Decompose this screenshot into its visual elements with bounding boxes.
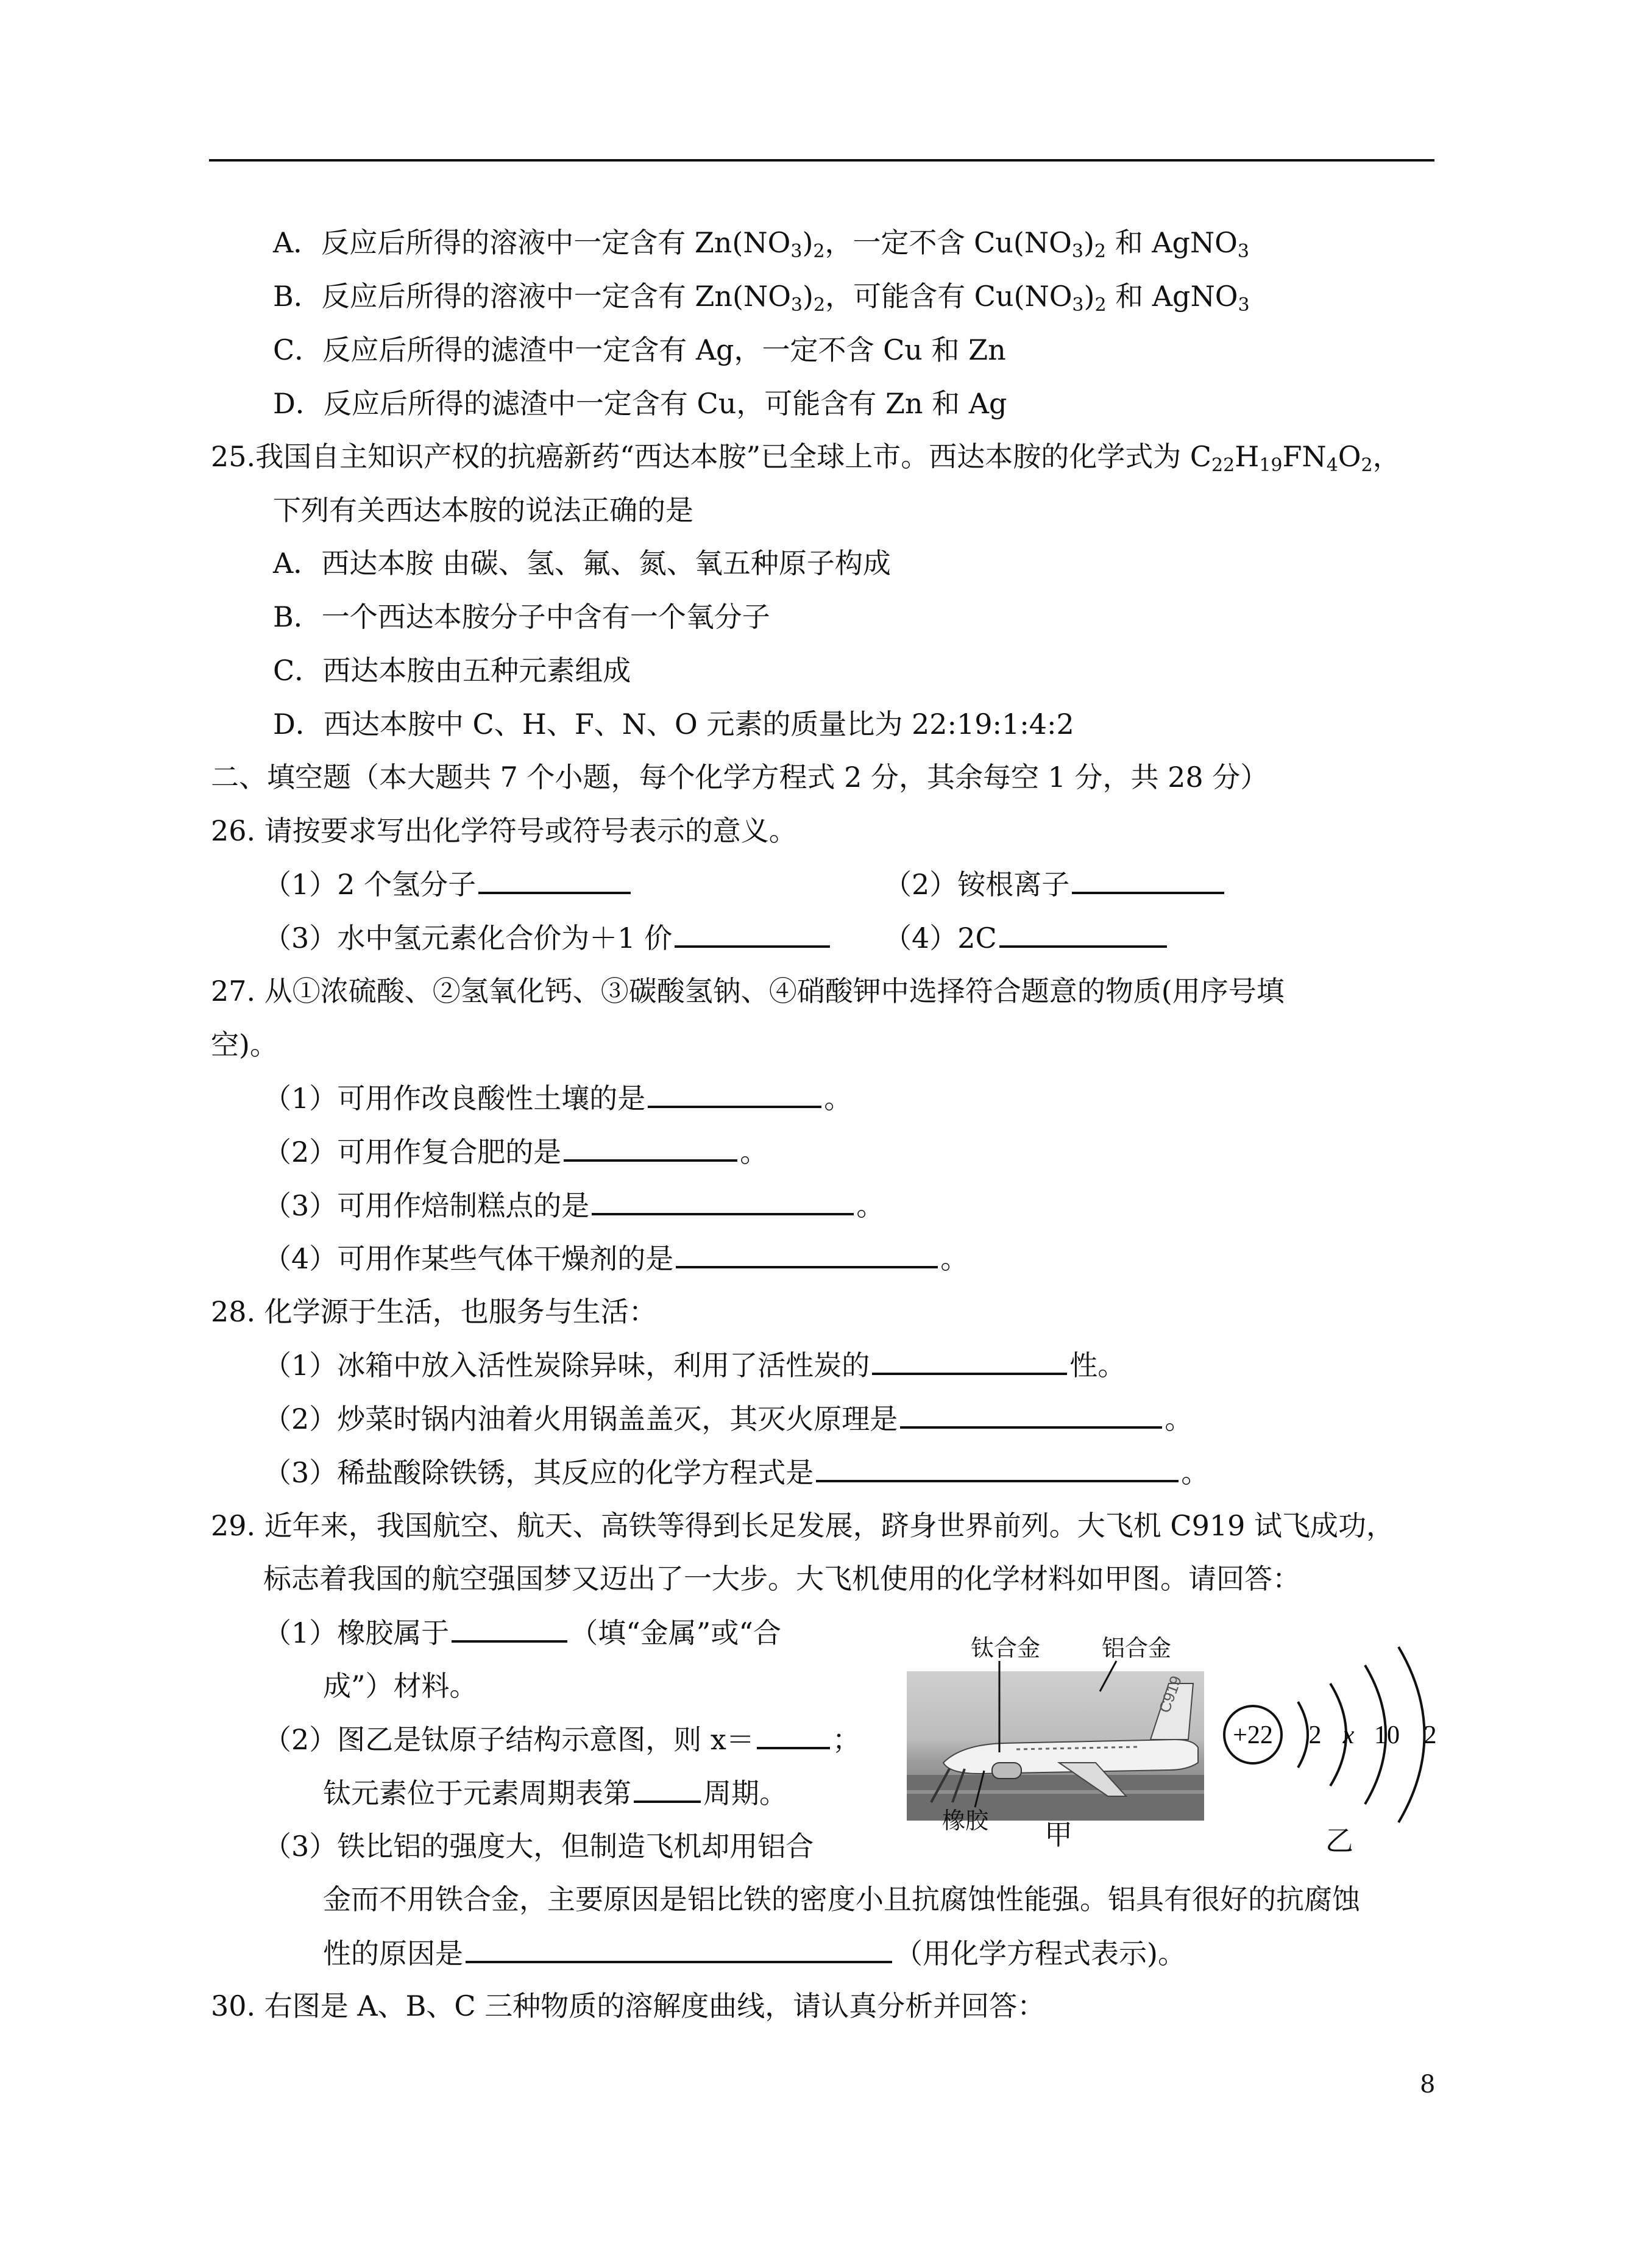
shell-1-count: 2: [1308, 1721, 1322, 1749]
q27-part4: （4）可用作某些气体干燥剂的是 。: [263, 1239, 968, 1277]
q25-option-a: A．西达本胺 由碳、氢、氟、氮、氧五种原子构成: [273, 547, 891, 580]
q27-part2: （2）可用作复合肥的是 。: [263, 1132, 768, 1170]
section-2-heading: 二、填空题（本大题共 7 个小题，每个化学方程式 2 分，其余每空 1 分，共 28 分）: [211, 761, 1269, 794]
label-rubber: 橡胶: [942, 1807, 989, 1834]
answer-blank[interactable]: [452, 1613, 567, 1643]
q28-part3: （3）稀盐酸除铁锈，其反应的化学方程式是 。: [263, 1453, 1209, 1491]
electron-shell-4: [1399, 1647, 1425, 1822]
header-rule: [209, 159, 1434, 162]
q27-stem: 27. 从①浓硫酸、②氢氧化钙、③碳酸氢钠、④硝酸钾中选择符合题意的物质(用序号填: [211, 975, 1285, 1008]
q29-part1-line2: 成”）材料。: [323, 1669, 478, 1702]
q24-option-a: A．反应后所得的溶液中一定含有 $Zn(NO_3)_2$，一定不含 $Cu(NO_3)_2$ 和 AgNO$_3$: [273, 226, 1249, 262]
q28-part2: （2）炒菜时锅内油着火用锅盖盖灭，其灭火原理是 。: [263, 1399, 1193, 1437]
q26-stem: 26. 请按要求写出化学符号或符号表示的意义。: [211, 814, 797, 847]
answer-blank[interactable]: [999, 919, 1167, 948]
q25-option-c: C．西达本胺由五种元素组成: [273, 654, 631, 687]
q26-part1: （1）2 个氢分子: [263, 865, 633, 903]
figure-yi-caption: 乙: [1325, 1824, 1353, 1857]
answer-blank[interactable]: [900, 1399, 1162, 1429]
titanium-atom-diagram: [1219, 1633, 1462, 1835]
q30-stem: 30. 右图是 A、B、C 三种物质的溶解度曲线，请认真分析并回答：: [211, 1989, 1046, 2022]
answer-blank[interactable]: [676, 1239, 938, 1268]
q26-part3: （3）水中氢元素化合价为＋1 价: [263, 919, 832, 956]
q29-part3-line2: 金而不用铁合金，主要原因是铝比铁的密度小且抗腐蚀性能强。铝具有很好的抗腐蚀: [323, 1883, 1360, 1916]
q28-stem: 28. 化学源于生活，也服务与生活：: [211, 1295, 657, 1328]
answer-blank[interactable]: [466, 1934, 892, 1963]
q25-option-b: B．一个西达本胺分子中含有一个氧分子: [273, 600, 770, 633]
q29-stem: 29. 近年来，我国航空、航天、高铁等得到长足发展，跻身世界前列。大飞机 C919 试飞成功，: [211, 1509, 1395, 1542]
answer-blank[interactable]: [478, 865, 631, 894]
q29-part2-line2: 钛元素位于元素周期表第 周期。: [323, 1774, 787, 1811]
q24-option-b: B．反应后所得的溶液中一定含有 $Zn(NO_3)_2$，可能含有 $Cu(NO_3)_2$ 和 AgNO$_3$: [273, 280, 1250, 316]
q29-part3-line3: 性的原因是 （用化学方程式表示)。: [323, 1934, 1186, 1972]
q25-stem-line2: 下列有关西达本胺的说法正确的是: [273, 494, 693, 527]
answer-blank[interactable]: [634, 1774, 701, 1803]
shell-3-count: 10: [1374, 1721, 1400, 1749]
q24-option-c: C．反应后所得的滤渣中一定含有 Ag，一定不含 Cu 和 Zn: [273, 333, 1006, 366]
q27-part1: （1）可用作改良酸性土壤的是 。: [263, 1079, 852, 1117]
shell-4-count: 2: [1424, 1721, 1437, 1749]
answer-blank[interactable]: [816, 1453, 1179, 1482]
label-aluminum-alloy: 铝合金: [1102, 1635, 1172, 1662]
plane-mark: C919: [1155, 1673, 1185, 1716]
answer-blank[interactable]: [648, 1079, 821, 1108]
q29-stem-line2: 标志着我国的航空强国梦又迈出了一大步。大飞机使用的化学材料如甲图。请回答：: [263, 1562, 1300, 1595]
q26-part4: （4）2C: [884, 919, 1169, 956]
page-number: 8: [1420, 2071, 1436, 2099]
answer-blank[interactable]: [872, 1346, 1067, 1375]
answer-blank[interactable]: [675, 919, 830, 948]
figure-jia-caption: 甲: [1044, 1818, 1072, 1851]
answer-blank[interactable]: [564, 1132, 737, 1162]
q25-stem: 25.我国自主知识产权的抗癌新药“西达本胺”已全球上市。西达本胺的化学式为 $C_{22}H_{19}FN_4O_2$，: [211, 440, 1401, 476]
nucleus-charge: +22: [1233, 1721, 1273, 1749]
q29-part3: （3）铁比铝的强度大，但制造飞机却用铝合: [263, 1830, 814, 1863]
q24-option-d: D．反应后所得的滤渣中一定含有 Cu，可能含有 Zn 和 Ag: [273, 387, 1007, 420]
answer-blank[interactable]: [1072, 865, 1224, 894]
shell-2-count: x: [1342, 1721, 1355, 1749]
q27-part3: （3）可用作焙制糕点的是 。: [263, 1186, 884, 1224]
q29-part2: （2）图乙是钛原子结构示意图，则 x＝ ；: [263, 1720, 860, 1758]
q29-part1: （1）橡胶属于 （填“金属”或“合: [263, 1613, 781, 1651]
answer-blank[interactable]: [757, 1720, 830, 1749]
q27-stem-line2: 空)。: [211, 1028, 278, 1061]
electron-shell-1: [1298, 1702, 1308, 1768]
label-titanium-alloy: 钛合金: [971, 1635, 1041, 1662]
q25-option-d: D．西达本胺中 C、H、F、N、O 元素的质量比为 22:19:1:4:2: [273, 708, 1074, 741]
q28-part1: （1）冰箱中放入活性炭除异味，利用了活性炭的 性。: [263, 1346, 1126, 1384]
answer-blank[interactable]: [592, 1186, 854, 1215]
q26-part2: （2）铵根离子: [884, 865, 1227, 903]
